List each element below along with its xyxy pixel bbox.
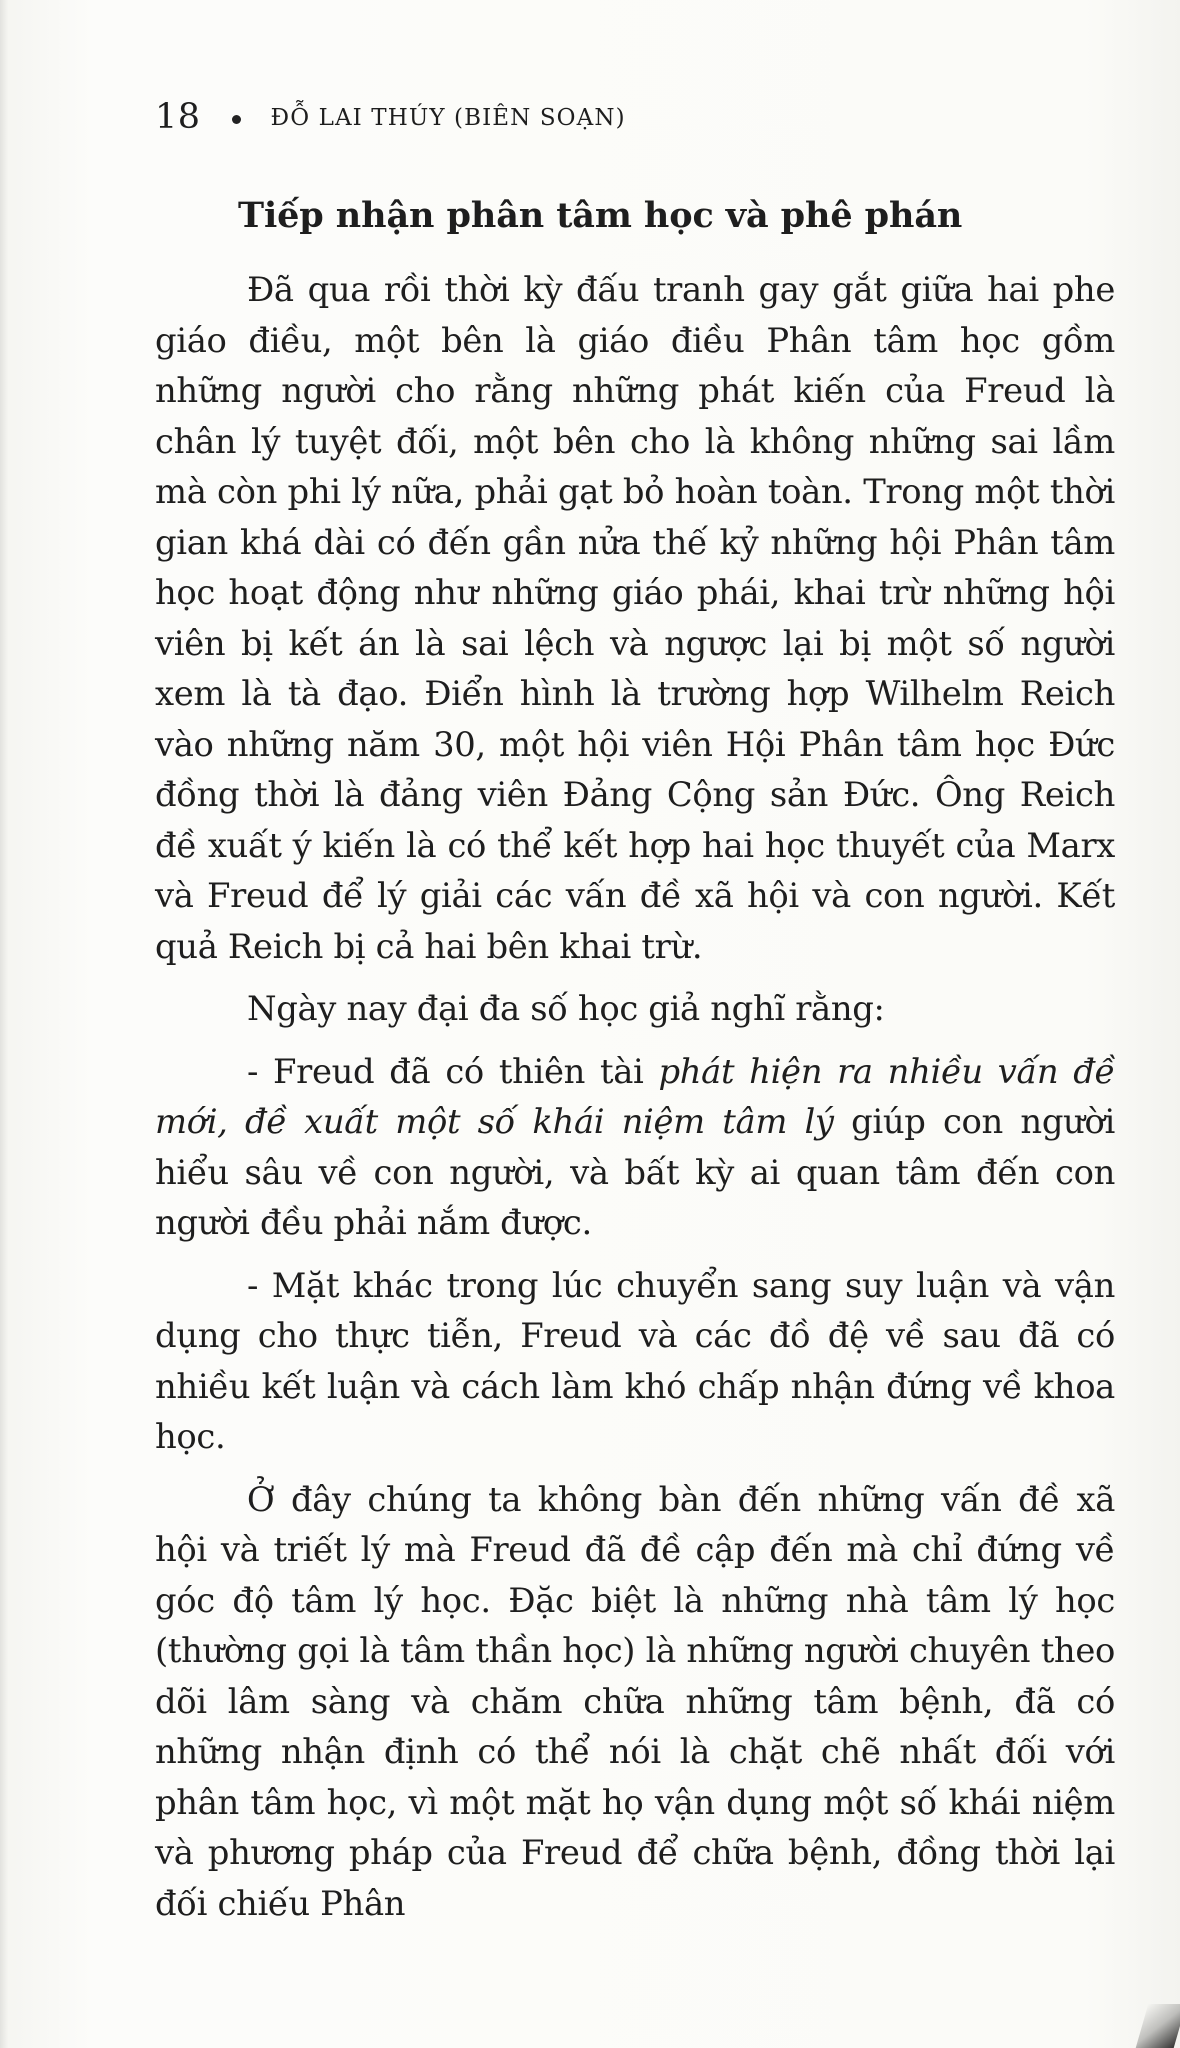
scan-corner-shadow <box>1136 2004 1180 2048</box>
page-edge-shadow <box>0 0 8 2048</box>
paragraph-critique: - Mặt khác trong lúc chuyển sang suy luận và vận dụng cho thực tiễn, Freud và các đồ đệ về sau đã có nhiều kết luận và cách làm khó chấp nhận đứng về khoa học. <box>155 1265 1115 1456</box>
paragraph-psychology-perspective: Ở đây chúng ta không bàn đến những vấn đề xã hội và triết lý mà Freud đã đề cập đến mà chỉ đứng về góc độ tâm lý học. Đặc biệt là những nhà tâm lý học (thường gọi là tâm thần học) là những người chuyên theo dõi lâm sàng và chăm chữa những tâm bệnh, đã có những nhận định có thể nói là chặt chẽ nhất đối với phân tâm học, vì một mặt họ vận dụng một số khái niệm và phương pháp của Freud để chữa bệnh, đồng thời lại đối chiếu Phân <box>155 1479 1115 1923</box>
page-number: 18 <box>155 96 201 137</box>
paragraph-history: Đã qua rồi thời kỳ đấu tranh gay gắt giữa hai phe giáo điều, một bên là giáo điều Phân tâm học gồm những người cho rằng những phát kiến của Freud là chân lý tuyệt đối, một bên cho là không những sai lầm mà còn phi lý nữa, phải gạt bỏ hoàn toàn. Trong một thời gian khá dài có đến gần nửa thế kỷ những hội Phân tâm học hoạt động như những giáo phái, khai trừ những hội viên bị kết án là sai lệch và ngược lại bị một số người xem là tà đạo. Điển hình là trường hợp Wilhelm Reich vào những năm 30, một hội viên Hội Phân tâm học Đức đồng thời là đảng viên Đảng Cộng sản Đức. Ông Reich đề xuất ý kiến là có thể kết hợp hai học thuyết của Marx và Freud để lý giải các vấn đề xã hội và con người. Kết quả Reich bị cả hai bên khai trừ. <box>155 270 1115 966</box>
running-head <box>155 92 626 142</box>
body-text <box>155 265 1115 1929</box>
book-author-editor: ĐỖ LAI THÚY (BIÊN SOẠN) <box>270 104 626 131</box>
section-heading: Tiếp nhận phân tâm học và phê phán <box>238 195 963 236</box>
paragraph-freud-contribution <box>155 1047 1115 1249</box>
paragraph-scholars-view: Ngày nay đại đa số học giả nghĩ rằng: <box>247 989 885 1028</box>
header-bullet-icon <box>232 115 241 124</box>
freud-contribution-prefix: - Freud đã có thiên tài <box>247 1051 659 1091</box>
freud-contribution-suffix: giúp con người hiểu sâu về con người, và bất kỳ ai quan tâm đến con người đều phải nắm được. <box>155 1102 1115 1242</box>
freud-contribution-italic: phát hiện ra nhiều vấn đề mới, đề xuất một số khái niệm tâm lý <box>155 1051 1115 1141</box>
